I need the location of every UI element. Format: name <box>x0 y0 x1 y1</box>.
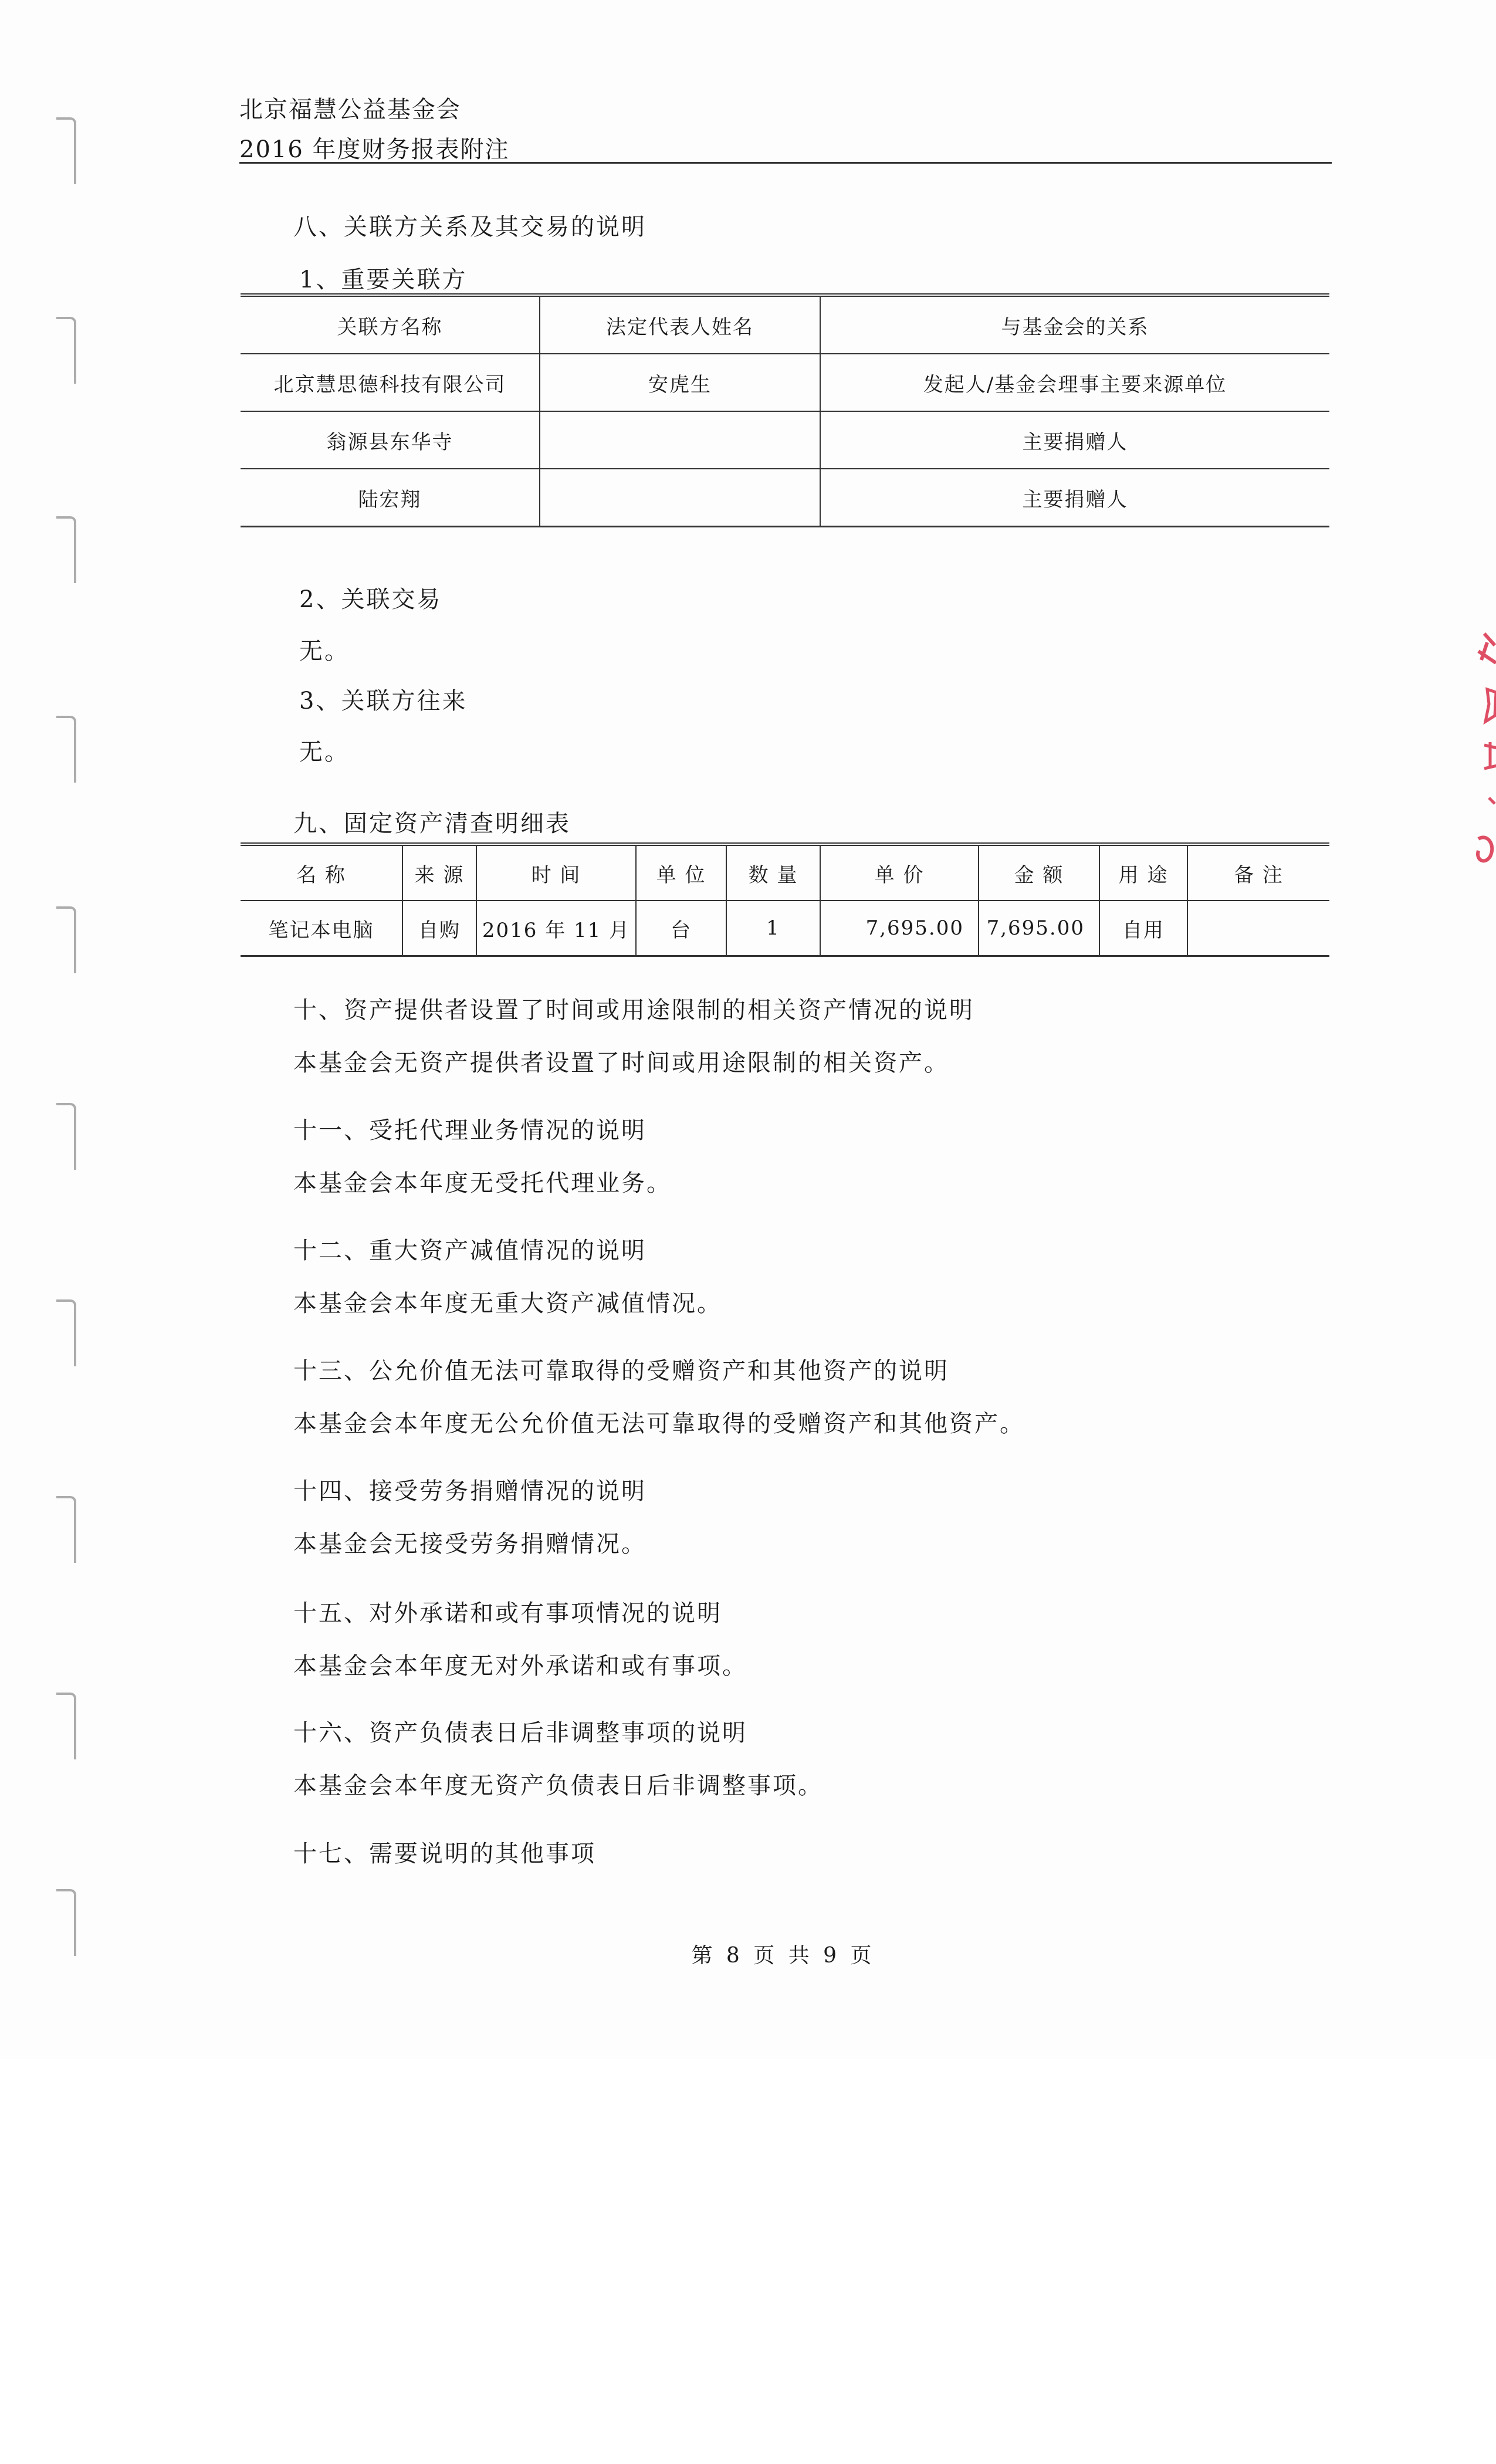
section-8-2-body: 无。 <box>299 638 350 665</box>
blank-margin <box>0 2059 1496 2464</box>
asset-unit-price: 7,695.00 <box>820 901 979 956</box>
column-header: 与基金会的关系 <box>820 295 1329 354</box>
fixed-assets-table <box>241 842 1329 957</box>
section-10-body: 本基金会无资产提供者设置了时间或用途限制的相关资产。 <box>293 1050 949 1077</box>
asset-name: 笔记本电脑 <box>241 901 402 956</box>
table-header-row <box>241 844 1329 901</box>
column-header: 数 量 <box>726 844 820 901</box>
section-13-title: 十三、公允价值无法可靠取得的受赠资产和其他资产的说明 <box>293 1358 949 1385</box>
section-11-title: 十一、受托代理业务情况的说明 <box>293 1117 647 1144</box>
relationship: 主要捐赠人 <box>820 469 1329 527</box>
section-12-body: 本基金会本年度无重大资产减值情况。 <box>293 1290 722 1317</box>
table-row <box>241 354 1329 411</box>
binding-mark <box>56 117 76 184</box>
section-12-title: 十二、重大资产减值情况的说明 <box>293 1237 647 1264</box>
legal-rep <box>540 411 820 469</box>
asset-unit: 台 <box>636 901 726 956</box>
table-row <box>241 411 1329 469</box>
section-14-body: 本基金会无接受劳务捐赠情况。 <box>293 1531 647 1558</box>
column-header: 金 额 <box>979 844 1099 901</box>
section-9-title: 九、固定资产清查明细表 <box>293 810 571 837</box>
binding-mark <box>56 1693 76 1759</box>
column-header: 关联方名称 <box>241 295 540 354</box>
section-14-title: 十四、接受劳务捐赠情况的说明 <box>293 1478 647 1505</box>
column-header: 法定代表人姓名 <box>540 295 820 354</box>
section-10-title: 十、资产提供者设置了时间或用途限制的相关资产情况的说明 <box>293 997 974 1024</box>
section-11-body: 本基金会本年度无受托代理业务。 <box>293 1170 672 1197</box>
column-header: 名 称 <box>241 844 402 901</box>
binding-mark <box>56 1496 76 1563</box>
section-16-body: 本基金会本年度无资产负债表日后非调整事项。 <box>293 1772 823 1799</box>
legal-rep <box>540 469 820 527</box>
seal-stamp <box>1461 628 1496 874</box>
asset-source: 自购 <box>402 901 476 956</box>
column-header: 时 间 <box>476 844 636 901</box>
report-title: 2016 年度财务报表附注 <box>239 136 510 163</box>
column-header: 单 位 <box>636 844 726 901</box>
asset-quantity: 1 <box>726 901 820 956</box>
binding-mark <box>56 1103 76 1170</box>
org-name: 北京福慧公益基金会 <box>239 96 461 123</box>
relationship: 发起人/基金会理事主要来源单位 <box>820 354 1329 411</box>
section-15-body: 本基金会本年度无对外承诺和或有事项。 <box>293 1653 747 1680</box>
section-8-1-title: 1、重要关联方 <box>299 266 468 293</box>
column-header: 备 注 <box>1187 844 1329 901</box>
asset-remark <box>1187 901 1329 956</box>
section-8-3-body: 无。 <box>299 739 350 766</box>
party-name: 翁源县东华寺 <box>241 411 540 469</box>
table-row <box>241 469 1329 527</box>
section-8-title: 八、关联方关系及其交易的说明 <box>293 214 647 241</box>
binding-mark <box>56 906 76 973</box>
binding-mark <box>56 1299 76 1366</box>
party-name: 陆宏翔 <box>241 469 540 527</box>
relationship: 主要捐赠人 <box>820 411 1329 469</box>
legal-rep: 安虎生 <box>540 354 820 411</box>
section-13-body: 本基金会本年度无公允价值无法可靠取得的受赠资产和其他资产。 <box>293 1410 1025 1437</box>
asset-date: 2016 年 11 月 <box>476 901 636 956</box>
column-header: 来 源 <box>402 844 476 901</box>
binding-mark <box>56 317 76 384</box>
binding-mark <box>56 516 76 583</box>
section-17-title: 十七、需要说明的其他事项 <box>293 1840 596 1867</box>
related-parties-table <box>241 293 1329 527</box>
page-number: 第 8 页 共 9 页 <box>691 1944 875 1968</box>
section-15-title: 十五、对外承诺和或有事项情况的说明 <box>293 1600 722 1627</box>
table-header-row <box>241 295 1329 354</box>
column-header: 用 途 <box>1099 844 1187 901</box>
asset-usage: 自用 <box>1099 901 1187 956</box>
column-header: 单 价 <box>820 844 979 901</box>
header-rule <box>239 162 1332 164</box>
table-row <box>241 901 1329 956</box>
section-8-3-title: 3、关联方往来 <box>299 688 468 715</box>
section-8-2-title: 2、关联交易 <box>299 586 442 613</box>
section-16-title: 十六、资产负债表日后非调整事项的说明 <box>293 1720 747 1747</box>
party-name: 北京慧思德科技有限公司 <box>241 354 540 411</box>
binding-mark <box>56 716 76 783</box>
asset-amount: 7,695.00 <box>979 901 1099 956</box>
